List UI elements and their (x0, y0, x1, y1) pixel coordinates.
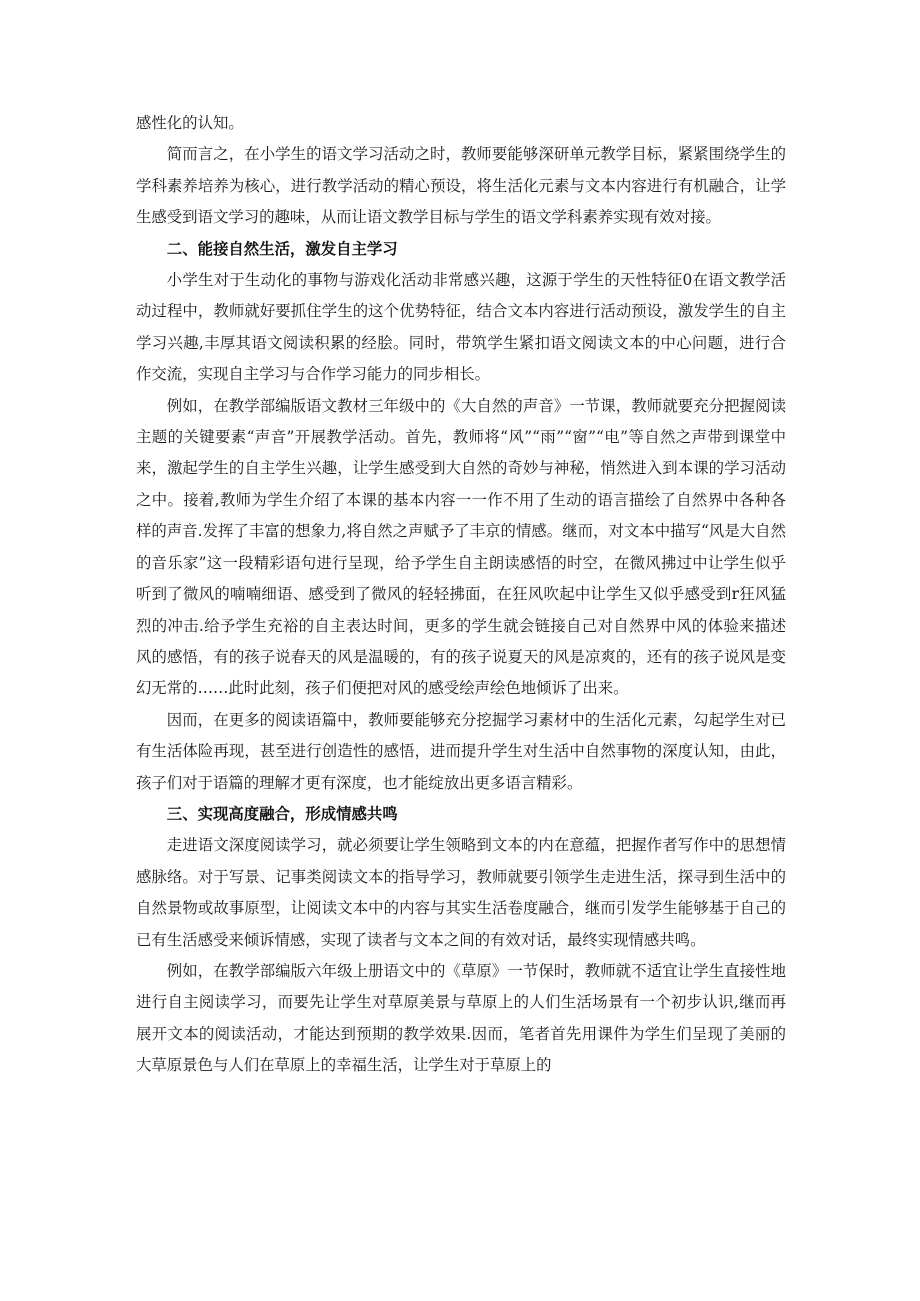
document-body (136, 108, 786, 1082)
paragraph-summary: 简而言之，在小学生的语文学习活动之时，教师要能够深研单元教学目标，紧紧围绕学生的学科素养培养为核心，进行教学活动的精心预设，将生活化元素与文本内容进行有机融合，让学生感受到语文学习的趣味，从而让语文教学目标与学生的语文学科素养实现有效对接。 (136, 145, 786, 227)
section-heading-2: 二、能接自然生活，激发自主学习 (166, 239, 398, 258)
paragraph-section2-intro: 小学生对于生动化的事物与游戏化活动非常感兴趣，这源于学生的天性特征0在语文教学活动过程中，教师就好要抓住学生的这个优势特征，结合文本内容进行活动预设，激发学生的自主学习兴趣,丰厚其语文阅读积累的经脍。同时，带筑学生紧扣语文阅读文本的中心问题，进行合作交流，实现自主学习与合作学习能力的同步相长。 (136, 271, 786, 384)
section-heading-3: 三、实现高度融合，形成情感共鸣 (166, 804, 398, 823)
paragraph-continuation: 感性化的认知。 (136, 114, 244, 132)
paragraph-section2-conclusion: 因而，在更多的阅读语篇中，教师要能够充分挖掘学习素材中的生活化元素，勾起学生对已有生活体险再现，甚至进行创造性的感悟，进而提升学生对生活中自然事物的深度认知，由此，孩子们对于语篇的理解才更有深度，也才能绽放出更多语言精彩。 (136, 710, 786, 792)
paragraph-section2-example: 例如，在教学部编版语文教材三年级中的《大自然的声音》一节课，教师就要充分把握阅读主题的关键要素“声音”开展教学活动。首先，教师将“风”“雨”“窗”“电”等自然之声带到课堂中来，激起学生的自主学生兴趣，让学生感受到大自然的奇妙与神秘，悄然进入到本课的学习活动之中。接着,教师为学生介绍了本课的基本内容一一作不用了生动的语言描绘了自然界中各种各样的声音.发挥了丰富的想象力,将自然之声赋予了丰京的情感。继而，对文本中描写“风是大自然的音乐家”这一段精彩语句进行呈现，给予学生自主朗读感悟的时空，在微风拂过中让学生似乎听到了微风的喃喃细语、感受到了微风的轻轻拂面，在狂风吹起中让学生又似乎感受到r狂风猛烈的冲击.给予学生充裕的自主表达时间，更多的学生就会链接自己对自然界中风的体验来描述风的感悟，有的孩子说春天的风是温暖的，有的孩子说夏天的风是凉爽的，还有的孩子说风是变幻无常的……此时此刻，孩子们便把对风的感受绘声绘色地倾诉了出来。 (136, 396, 786, 698)
paragraph-section3-example: 例如，在教学部编版六年级上册语文中的《草原》一节保时，教师就不适宜让学生直接性地进行自主阅读学习，而要先让学生对草原美景与草原上的人们生活场景有一个初步认识,继而再展开文本的阅读活动，才能达到预期的教学效果.因而，笔者首先用课件为学生们呈现了美丽的大草原景色与人们在草原上的幸福生活，让学生对于草原上的 (136, 961, 786, 1075)
paragraph-section3-intro: 走进语文深度阅读学习，就必须要让学生领略到文本的内在意蕴，把握作者写作中的思想情感脉络。对于写景、记事类阅读文本的指导学习，教师就要引领学生走进生活，探寻到生活中的自然景物或故事原型，让阅读文本中的内容与其实生活卷度融合，继而引发学生能够基于自己的已有生活感受来倾诉情感，实现了读者与文本之间的有效对话，最终实现情感共鸣。 (136, 836, 786, 949)
